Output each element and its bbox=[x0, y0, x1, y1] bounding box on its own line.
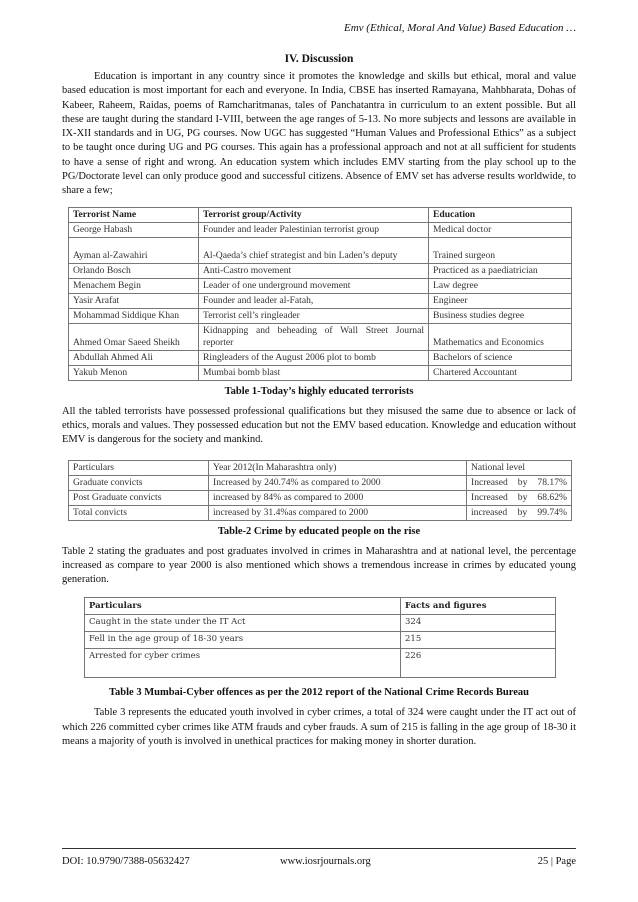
table-cell: Engineer bbox=[429, 293, 572, 308]
table-header-cell: Year 2012(In Maharashtra only) bbox=[209, 460, 467, 475]
table-cell: Graduate convicts bbox=[69, 475, 209, 490]
table-row bbox=[69, 323, 572, 350]
table-cell: Al-Qaeda’s chief strategist and bin Laden’s deputy bbox=[199, 237, 429, 263]
section-title: IV. Discussion bbox=[284, 53, 354, 65]
table-row bbox=[69, 263, 572, 278]
table-cell: Total convicts bbox=[69, 505, 209, 520]
table-cell: Law degree bbox=[429, 278, 572, 293]
table-row bbox=[69, 505, 572, 520]
table-cell: Fell in the age group of 18-30 years bbox=[85, 632, 401, 649]
table-row bbox=[69, 365, 572, 380]
table-3 bbox=[84, 597, 556, 678]
running-header: Emv (Ethical, Moral And Value) Based Education … bbox=[344, 22, 576, 34]
table-row bbox=[69, 308, 572, 323]
table-row bbox=[69, 278, 572, 293]
page-content bbox=[62, 52, 576, 749]
table-cell: George Habash bbox=[69, 222, 199, 237]
table-cell: Mathematics and Economics bbox=[429, 323, 572, 350]
table-header-row bbox=[69, 207, 572, 222]
table-row bbox=[69, 490, 572, 505]
paragraph-discussion: Education is important in any country since it promotes the knowledge and skills but ethical, moral and value based education is most important for each and everyone. In India, CBSE has inserted Ramayana, Mahbharata, Dohas of Kabeer, Raheem, Raidas, poems of Ramcharitmanas, tales of Panchatantra in curriculum to an extent possible. But all these are taught during the standard I-VIII, between the age ranges of 5-13. No more subjects and lessons are available in IX-XII standards and in UG, PG courses. Now UGC has suggested “Human Values and Professional Ethics” as a subject to be taught once during UG and PG courses. This again has a professional approach and not at all sufficient for students to have a sense of right and wrong. An education system which includes EMV starting from the play school up to the PG/Doctorate level can only produce good and successful citizens. Absence of EMV set has adverse results worldwide, to share a few; bbox=[62, 71, 576, 197]
table-header-cell: Facts and figures bbox=[401, 598, 556, 615]
table-header-row bbox=[69, 460, 572, 475]
table-header-cell: Terrorist Name bbox=[69, 207, 199, 222]
table-row bbox=[85, 632, 556, 649]
paragraph-table3: Table 3 represents the educated youth involved in cyber crimes, a total of 324 were caught under the IT act out of which 226 committed cyber crimes like ATM frauds and cyber frauds. A sum of 215 is falling in the age group of 18-30 it means a majority of youth is involved in unethical practices for making money in shorter duration. bbox=[62, 707, 576, 748]
table-row bbox=[69, 475, 572, 490]
table-1-caption: Table 1-Today’s highly educated terrorists bbox=[224, 385, 414, 397]
table-cell: Chartered Accountant bbox=[429, 365, 572, 380]
table-3-caption: Table 3 Mumbai-Cyber offences as per the 2012 report of the National Crime Records Bureau bbox=[109, 687, 529, 699]
table-header-cell: Particulars bbox=[85, 598, 401, 615]
table-cell: Kidnapping and beheading of Wall Street Journal reporter bbox=[199, 323, 429, 350]
table-row bbox=[69, 350, 572, 365]
table-2 bbox=[68, 460, 572, 521]
table-row bbox=[69, 237, 572, 263]
table-cell: Practiced as a paediatrician bbox=[429, 263, 572, 278]
table-cell: Increased by 68.62% bbox=[467, 490, 572, 505]
table-cell: Bachelors of science bbox=[429, 350, 572, 365]
table-row bbox=[85, 649, 556, 678]
table-2-caption: Table-2 Crime by educated people on the rise bbox=[217, 525, 421, 537]
table-cell: Ayman al-Zawahiri bbox=[69, 237, 199, 263]
table-cell: Leader of one underground movement bbox=[199, 278, 429, 293]
table-cell: increased by 84% as compared to 2000 bbox=[209, 490, 467, 505]
table-cell: Abdullah Ahmed Ali bbox=[69, 350, 199, 365]
table-cell: 226 bbox=[401, 649, 556, 678]
table-cell: increased by 99.74% bbox=[467, 505, 572, 520]
table-cell: 324 bbox=[401, 615, 556, 632]
table-row bbox=[69, 293, 572, 308]
paragraph-terrorists: All the tabled terrorists have possessed professional qualifications but they misused the same due to absence or lack of ethics, morals and values. They possessed education but not the EMV based education. Knowledge and education without EMV is dangerous for the society and mankind. bbox=[62, 405, 576, 446]
table-cell: Yakub Menon bbox=[69, 365, 199, 380]
table-cell: Mohammad Siddique Khan bbox=[69, 308, 199, 323]
paragraph-table2: Table 2 stating the graduates and post graduates involved in crimes in Maharashtra and at national level, the percentage increased as compare to year 2000 is also mentioned which shows a tremendous increase in crimes by educated young generation. bbox=[62, 545, 576, 586]
table-cell: Mumbai bomb blast bbox=[199, 365, 429, 380]
table-header-row bbox=[85, 598, 556, 615]
table-row bbox=[69, 222, 572, 237]
table-header-cell: Terrorist group/Activity bbox=[199, 207, 429, 222]
table-cell: Post Graduate convicts bbox=[69, 490, 209, 505]
table-header-cell: Education bbox=[429, 207, 572, 222]
table-row bbox=[85, 615, 556, 632]
table-cell: Arrested for cyber crimes bbox=[85, 649, 401, 678]
table-cell: Trained surgeon bbox=[429, 237, 572, 263]
table-cell: Anti-Castro movement bbox=[199, 263, 429, 278]
table-header-cell: National level bbox=[467, 460, 572, 475]
table-cell: Ahmed Omar Saeed Sheikh bbox=[69, 323, 199, 350]
table-cell: Medical doctor bbox=[429, 222, 572, 237]
footer-divider bbox=[62, 848, 576, 849]
table-cell: Menachem Begin bbox=[69, 278, 199, 293]
table-cell: Ringleaders of the August 2006 plot to bomb bbox=[199, 350, 429, 365]
table-cell: Orlando Bosch bbox=[69, 263, 199, 278]
table-cell: Founder and leader Palestinian terrorist group bbox=[199, 222, 429, 237]
table-1 bbox=[68, 207, 572, 381]
footer-doi: DOI: 10.9790/7388-05632427 bbox=[62, 856, 190, 867]
footer-page-number: 25 | Page bbox=[537, 856, 576, 867]
footer-website[interactable]: www.iosrjournals.org bbox=[280, 856, 371, 867]
table-cell: Business studies degree bbox=[429, 308, 572, 323]
table-cell: Yasir Arafat bbox=[69, 293, 199, 308]
table-cell: increased by 31.4%as compared to 2000 bbox=[209, 505, 467, 520]
table-cell: 215 bbox=[401, 632, 556, 649]
table-cell: Caught in the state under the IT Act bbox=[85, 615, 401, 632]
table-header-cell: Particulars bbox=[69, 460, 209, 475]
table-cell: Founder and leader al-Fatah, bbox=[199, 293, 429, 308]
table-cell: Increased by 78.17% bbox=[467, 475, 572, 490]
table-cell: Increased by 240.74% as compared to 2000 bbox=[209, 475, 467, 490]
table-cell: Terrorist cell’s ringleader bbox=[199, 308, 429, 323]
